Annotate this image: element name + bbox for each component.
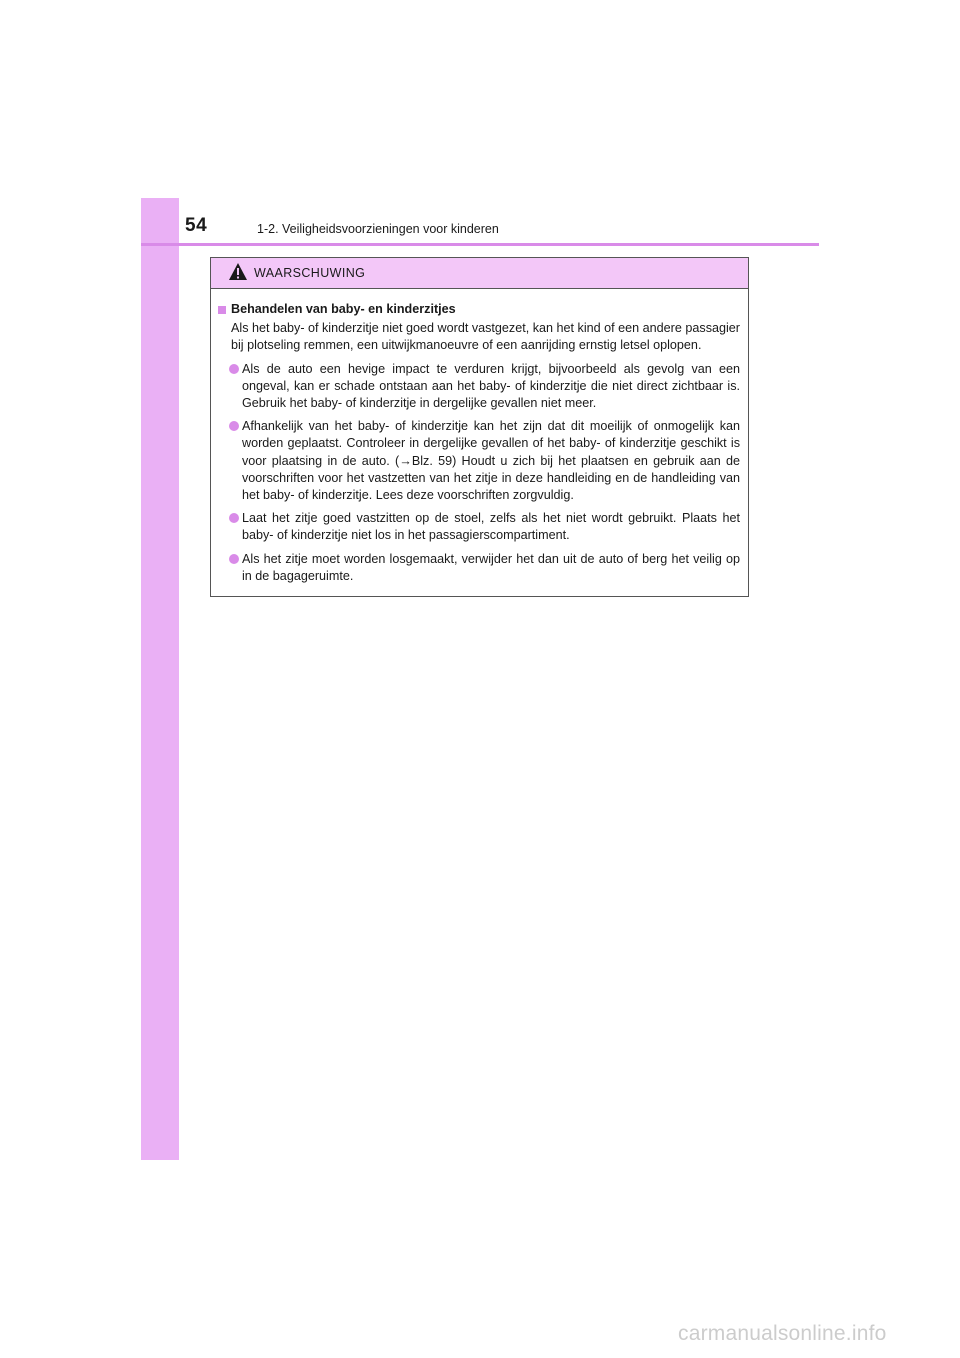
warning-triangle-icon bbox=[228, 262, 248, 286]
list-item bbox=[218, 510, 740, 544]
warning-label: WAARSCHUWING bbox=[254, 266, 366, 280]
bullet-dot-icon bbox=[229, 364, 239, 374]
list-item-text: Als de auto een hevige impact te verduren krijgt, bijvoorbeeld als gevolg van een ongeval, kan er schade ontstaan aan het baby- of kinderzitje die niet direct zichtbaar is. Gebruik het baby- of kinderzitje in dergelijke gevallen niet meer. bbox=[242, 361, 740, 411]
bullet-dot-icon bbox=[229, 421, 239, 431]
watermark-link[interactable]: carmanualsonline.info bbox=[678, 1322, 887, 1345]
warning-subheading bbox=[218, 301, 740, 318]
warning-header bbox=[211, 258, 748, 289]
list-item bbox=[218, 361, 740, 413]
warning-body bbox=[211, 289, 748, 585]
list-item bbox=[218, 551, 740, 585]
bullet-dot-icon bbox=[229, 513, 239, 523]
list-item-text: Afhankelijk van het baby- of kinderzitje kan het zijn dat dit moeilijk of onmogelijk kan worden geplaatst. Controleer in dergelijke gevallen of het baby- of kinderzitje geschikt is voor plaatsing in de auto. (→Blz. 59) Houdt u zich bij het plaatsen en gebruik aan de voorschriften voor het vastzetten van het zitje in deze handleiding en de handleiding van het baby- of kinderzitje. Lees deze voorschriften zorgvuldig. bbox=[242, 419, 740, 503]
page-number: 54 bbox=[185, 215, 208, 236]
square-bullet-icon bbox=[218, 306, 226, 314]
list-item bbox=[218, 418, 740, 504]
warning-heading: Behandelen van baby- en kinderzitjes bbox=[231, 302, 456, 316]
side-color-band bbox=[141, 198, 179, 1160]
warning-box bbox=[210, 257, 749, 597]
bullet-dot-icon bbox=[229, 554, 239, 564]
list-item-text: Laat het zitje goed vastzitten op de stoel, zelfs als het niet wordt gebruikt. Plaats het baby- of kinderzitje niet los in het passagierscompartiment. bbox=[242, 511, 740, 543]
warning-intro: Als het baby- of kinderzitje niet goed wordt vastgezet, kan het kind of een andere passagier bij plotseling remmen, een uitwijkmanoeuvre of een aanrijding ernstig letsel oplopen. bbox=[231, 321, 740, 353]
section-title: 1-2. Veiligheidsvoorzieningen voor kinderen bbox=[257, 222, 499, 236]
header-divider bbox=[141, 243, 819, 246]
list-item-text: Als het zitje moet worden losgemaakt, verwijder het dan uit de auto of berg het veilig op in de bagageruimte. bbox=[242, 551, 740, 583]
